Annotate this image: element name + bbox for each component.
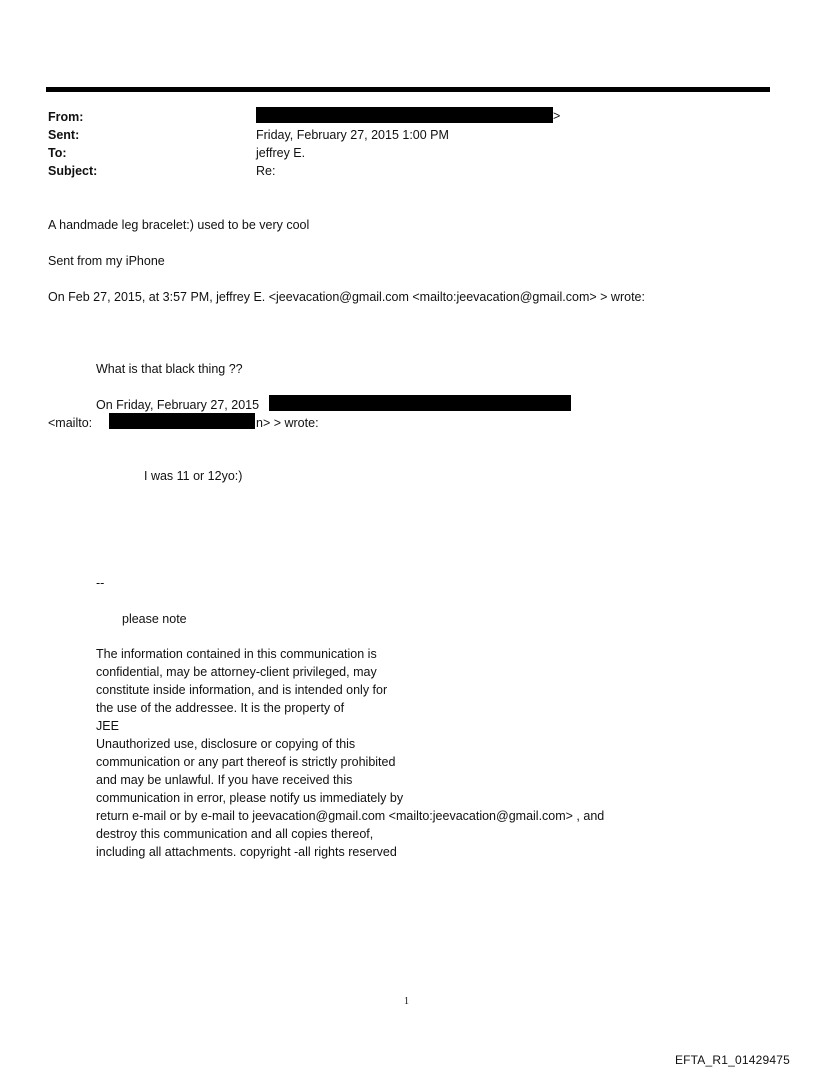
to-value: jeffrey E. (256, 146, 306, 160)
body-line-quote-header: On Feb 27, 2015, at 3:57 PM, jeffrey E. <jeevacation@gmail.com <mailto:jeevacation@gmail.com> > wrote: (48, 290, 645, 304)
disclaimer-line: communication or any part thereof is strictly prohibited (96, 755, 396, 769)
bates-number: EFTA_R1_01429475 (674, 1053, 790, 1067)
to-label: To: (48, 146, 67, 160)
disclaimer-line: destroy this communication and all copies thereof, (96, 827, 374, 841)
quoted-mailto-suffix: n> > wrote: (256, 416, 319, 430)
disclaimer-line: and may be unlawful. If you have received this (96, 773, 353, 787)
redaction-sender-quote (269, 395, 571, 411)
redaction-from (256, 107, 553, 123)
redaction-mailto (109, 413, 255, 429)
disclaimer-line: constitute inside information, and is intended only for (96, 683, 388, 697)
disclaimer-line: The information contained in this communication is (96, 647, 377, 661)
signature-please-note: please note (122, 612, 187, 626)
disclaimer-line: the use of the addressee. It is the property of (96, 701, 345, 715)
disclaimer-block (96, 645, 696, 861)
from-label: From: (48, 110, 84, 124)
quoted-on-line: On Friday, February 27, 2015 (96, 398, 260, 412)
from-value-suffix: > (553, 109, 561, 123)
disclaimer-line: return e-mail or by e-mail to jeevacation@gmail.com <mailto:jeevacation@gmail.com> , and (96, 809, 605, 823)
subject-label: Subject: (48, 164, 98, 178)
quoted-mailto-prefix: <mailto: (48, 416, 93, 430)
disclaimer-line: confidential, may be attorney-client privileged, may (96, 665, 377, 679)
disclaimer-line: communication in error, please notify us immediately by (96, 791, 404, 805)
disclaimer-line: Unauthorized use, disclosure or copying of this (96, 737, 356, 751)
quoted-text-black-thing: What is that black thing ?? (96, 362, 243, 376)
body-line-sent-from: Sent from my iPhone (48, 254, 165, 268)
header-rule (46, 87, 770, 92)
subject-value: Re: (256, 164, 276, 178)
page-number: 1 (404, 996, 409, 1007)
sent-value: Friday, February 27, 2015 1:00 PM (256, 128, 449, 142)
signature-dashes: -- (96, 576, 105, 590)
disclaimer-line: JEE (96, 719, 119, 733)
body-line-bracelet: A handmade leg bracelet:) used to be very cool (48, 218, 310, 232)
disclaimer-line: including all attachments. copyright -all rights reserved (96, 845, 397, 859)
quoted-text-age: I was 11 or 12yo:) (144, 469, 243, 483)
sent-label: Sent: (48, 128, 80, 142)
